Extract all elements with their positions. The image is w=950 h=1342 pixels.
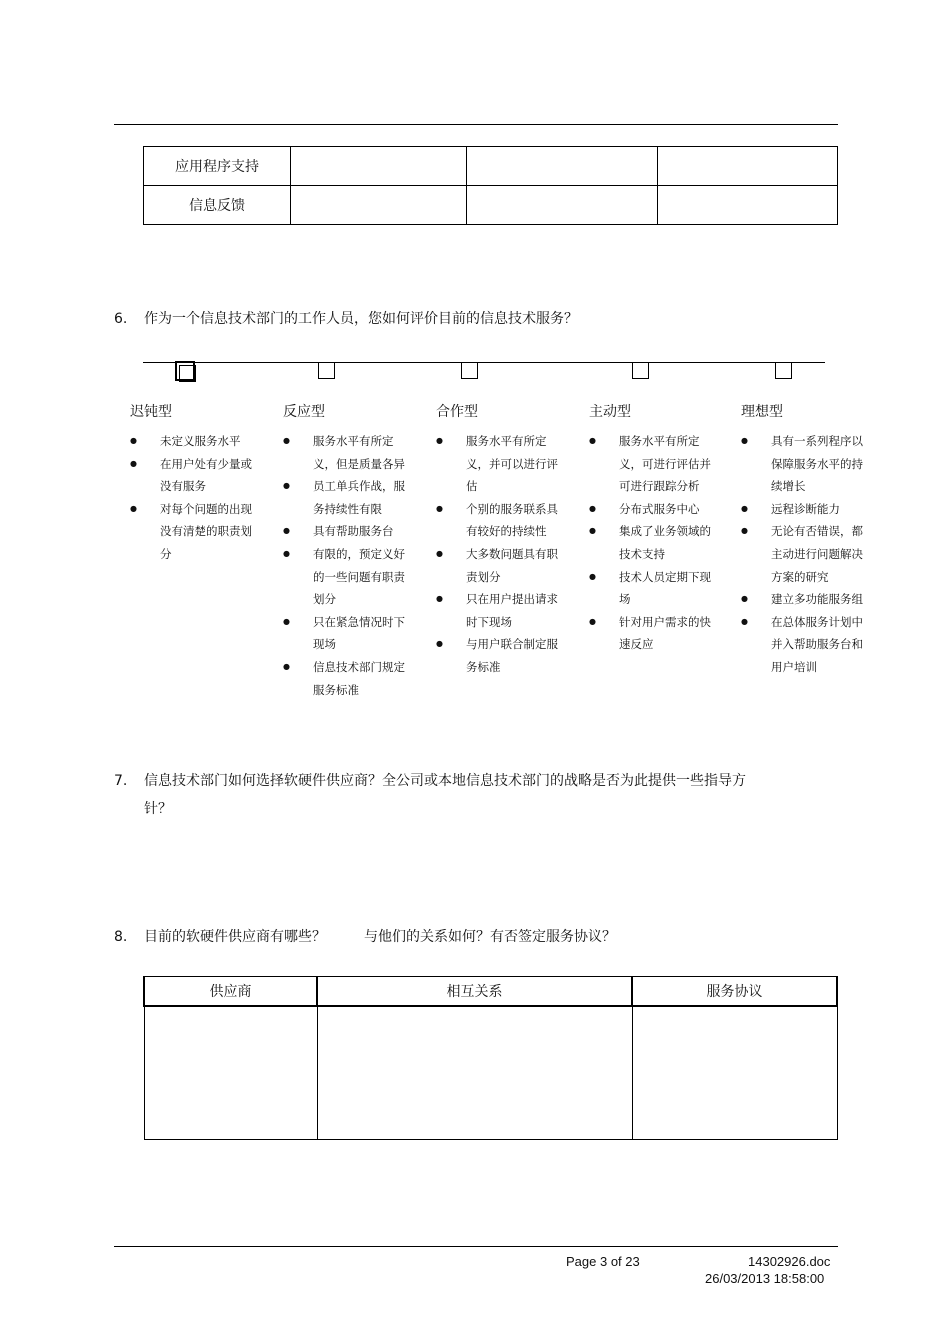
bullet-item: ● 员工单兵作战，服务持续性有限 [283,475,413,520]
rating-column-4 [741,400,871,679]
question-number: 6. [114,311,128,327]
bullet-item: ● 未定义服务水平 [130,430,260,453]
table-cell [658,186,838,225]
table-cell[interactable] [317,1006,632,1140]
row-label: 信息反馈 [144,186,291,225]
bullet-item: ● 服务水平有所定义，可进行评估并可进行跟踪分析 [589,430,719,498]
rating-column-1 [283,400,413,701]
question-8 [114,923,616,951]
bullet-item: ● 技术人员定期下现场 [589,566,719,611]
bullet-item: ● 个别的服务联系具有较好的持续性 [436,498,566,543]
bullet-item: ● 在总体服务计划中并入帮助服务台和用户培训 [741,611,871,679]
file-name: 14302926.doc [748,1254,831,1269]
question-text-2: 与他们的关系如何？有否签定服务协议？ [364,929,616,945]
page-number: Page 3 of 23 [566,1254,640,1269]
table-cell [291,147,467,186]
table-header-row [144,977,837,1007]
bullet-item: ● 信息技术部门规定服务标准 [283,656,413,701]
rating-column-title: 理想型 [741,404,783,420]
file-datetime: 26/03/2013 18:58:00 [705,1271,825,1286]
bullet-item: ● 在用户处有少量或没有服务 [130,453,260,498]
rating-column-3 [589,400,719,656]
table-row [144,186,838,225]
bullet-item: ● 具有帮助服务台 [283,520,413,543]
table-cell[interactable] [144,1006,317,1140]
rating-column-title: 反应型 [283,404,325,420]
header-relationship: 相互关系 [317,977,632,1007]
footer-rule [114,1246,838,1247]
bullet-item: ● 集成了业务领域的技术支持 [589,520,719,565]
header-rule [114,124,838,125]
bullet-list [589,430,719,656]
bullet-item: ● 大多数问题具有职责划分 [436,543,566,588]
table-row [144,147,838,186]
question-number: 8. [114,929,128,945]
question-text-continued: 针？ [144,801,172,817]
table-cell [658,147,838,186]
bullet-item: ● 只在紧急情况时下现场 [283,611,413,656]
rating-checkbox-1[interactable] [318,362,335,379]
bullet-item: ● 有限的，预定义好的一些问题有职责划分 [283,543,413,611]
service-table [143,146,838,225]
row-label: 应用程序支持 [144,147,291,186]
bullet-item: ● 针对用户需求的快速反应 [589,611,719,656]
question-number: 7. [114,773,128,789]
bullet-list [741,430,871,679]
bullet-item: ● 分布式服务中心 [589,498,719,521]
rating-column-title: 合作型 [436,404,478,420]
rating-column-0 [130,400,260,566]
bullet-item: ● 对每个问题的出现没有清楚的职责划分 [130,498,260,566]
rating-column-title: 主动型 [589,404,631,420]
question-text: 作为一个信息技术部门的工作人员，您如何评价目前的信息技术服务？ [144,311,578,327]
rating-column-2 [436,400,566,679]
table-cell [467,186,658,225]
question-text: 目前的软硬件供应商有哪些？ [144,929,326,945]
bullet-item: ● 服务水平有所定义，但是质量各异 [283,430,413,475]
rating-column-title: 迟钝型 [130,404,172,420]
table-cell[interactable] [632,1006,837,1140]
bullet-item: ● 无论有否错误，都主动进行问题解决方案的研究 [741,520,871,588]
question-6 [114,305,578,333]
bullet-item: ● 服务水平有所定义，并可以进行评估 [436,430,566,498]
bullet-list [436,430,566,679]
table-cell [467,147,658,186]
bullet-list [130,430,260,566]
header-service-agreement: 服务协议 [632,977,837,1007]
supplier-table [143,976,838,1140]
rating-checkbox-0[interactable] [175,361,195,381]
header-supplier: 供应商 [144,977,317,1007]
question-7 [114,767,746,823]
rating-checkbox-3[interactable] [632,362,649,379]
bullet-list [283,430,413,701]
rating-checkbox-2[interactable] [461,362,478,379]
table-cell [291,186,467,225]
question-text: 信息技术部门如何选择软硬件供应商？全公司或本地信息技术部门的战略是否为此提供一些指导方 [144,773,746,789]
bullet-item: ● 远程诊断能力 [741,498,871,521]
rating-checkbox-4[interactable] [775,362,792,379]
bullet-item: ● 建立多功能服务组 [741,588,871,611]
bullet-item: ● 与用户联合制定服务标准 [436,633,566,678]
bullet-item: ● 只在用户提出请求时下现场 [436,588,566,633]
rating-scale-line [143,362,825,363]
table-row [144,1006,837,1140]
bullet-item: ● 具有一系列程序以保障服务水平的持续增长 [741,430,871,498]
